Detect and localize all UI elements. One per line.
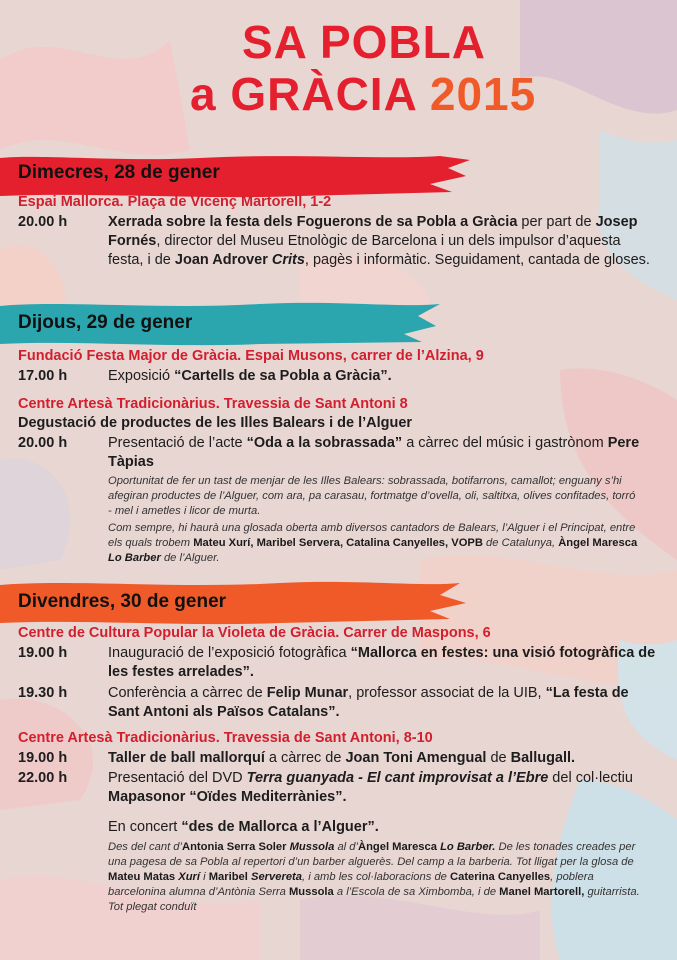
event-time: 20.00 h xyxy=(18,435,68,451)
event-fri-2200 xyxy=(18,769,658,807)
venue-espai-mallorca: Espai Mallorca. Plaça de Vicenç Martorell, 1-2 xyxy=(18,194,332,210)
venue-la-violeta: Centre de Cultura Popular la Violeta de Gràcia. Carrer de Maspons, 6 xyxy=(18,625,491,641)
note-tast: Oportunitat de fer un tast de menjar de les Illes Balears: sobrassada, botifarrons, camallot; enguany s’hi afegiran productes de l’Alguer, com ara, pa carasau, fortmatge d’ovella, oli, saltitxa, olives confitades, torró - mel i ametles i licor de murta. xyxy=(108,475,636,517)
event-time: 19.00 h xyxy=(18,750,68,766)
poster-title xyxy=(190,16,650,120)
title-a-gracia: a GRÀCIA xyxy=(190,68,417,120)
event-wed-2000 xyxy=(18,213,658,270)
degustacio-heading: Degustació de productes de les Illes Balears i de l’Alguer xyxy=(18,415,413,431)
event-description: Conferència a càrrec de Felip Munar, professor associat de la UIB, “La festa de Sant Antoni als Països Catalans”. xyxy=(108,685,629,720)
day-band-friday xyxy=(0,577,470,625)
title-line-1: SA POBLA xyxy=(242,16,486,68)
event-fri-1900-taller xyxy=(18,749,658,768)
event-description: Inauguració de l’exposició fotogràfica “Mallorca en festes: una visió fotogràfica de les festes arrelades”. xyxy=(108,645,656,680)
venue-centre-artesa-friday: Centre Artesà Tradicionàrius. Travessia de Sant Antoni, 8-10 xyxy=(18,730,433,746)
note-concert: Des del cant d’Antonia Serra Soler Mussola al d’Àngel Maresca Lo Barber. De les tonades creades per una pagesa de sa Pobla al repertori d’un barber alguerès. Del camp a la barberia. Tot lligat per la glosa de Mateu Matas Xurí i Maribel Servereta, i amb les col·laboracions de Caterina Canyelles, poblera barcelonina alumna d’Antònia Serra Mussola a l’Escola de sa Ximbomba, i de Manel Martorell, guitarrista. Tot plegat conduït xyxy=(108,841,640,913)
note-glosada: Com sempre, hi haurà una glosada oberta amb diversos cantadors de Balears, l’Alguer i el Principat, entre els quals trobem Mateu Xurí, Maribel Servera, Catalina Canyelles, VOPB de Catalunya, Àngel Maresca Lo Barber de l’Alguer. xyxy=(108,522,638,564)
event-description: Taller de ball mallorquí a càrrec de Joan Toni Amengual de Ballugall. xyxy=(108,750,576,766)
title-line-2 xyxy=(190,68,650,120)
concert-heading xyxy=(18,818,658,837)
day-label-friday: Divendres, 30 de gener xyxy=(18,591,227,612)
day-band-wednesday xyxy=(0,152,470,200)
venue-centre-artesa: Centre Artesà Tradicionàrius. Travessia de Sant Antoni 8 xyxy=(18,396,408,412)
day-label-wednesday: Dimecres, 28 de gener xyxy=(18,162,220,183)
day-band-thursday xyxy=(0,298,440,346)
event-thu-1700 xyxy=(18,367,658,386)
concert-title: En concert “des de Mallorca a l’Alguer”. xyxy=(108,819,379,835)
event-time: 20.00 h xyxy=(18,214,68,230)
event-thu-2000 xyxy=(18,434,658,472)
event-description: Exposició “Cartells de sa Pobla a Gràcia”. xyxy=(108,368,392,384)
event-fri-1930 xyxy=(18,684,658,722)
event-description: Xerrada sobre la festa dels Foguerons de sa Pobla a Gràcia per part de Josep Fornés, director del Museu Etnològic de Barcelona i un dels impulsor d’aquesta festa, i de Joan Adrover Crits, pagès i informàtic. Seguidament, cantada de gloses. xyxy=(108,214,650,268)
event-fri-1900 xyxy=(18,644,658,682)
event-description: Presentació del DVD Terra guanyada - El cant improvisat a l’Ebre del col·lectiu Mapasonor “Oïdes Mediterrànies”. xyxy=(108,770,633,805)
event-time: 19.30 h xyxy=(18,685,68,701)
event-description: Presentació de l’acte “Oda a la sobrassada” a càrrec del músic i gastrònom Pere Tàpias xyxy=(108,435,640,470)
event-time: 22.00 h xyxy=(18,770,68,786)
event-time: 17.00 h xyxy=(18,368,68,384)
day-label-thursday: Dijous, 29 de gener xyxy=(18,312,193,333)
venue-fundacio-festa-major: Fundació Festa Major de Gràcia. Espai Musons, carrer de l’Alzina, 9 xyxy=(18,348,484,364)
title-year: 2015 xyxy=(429,68,537,120)
event-time: 19.00 h xyxy=(18,645,68,661)
